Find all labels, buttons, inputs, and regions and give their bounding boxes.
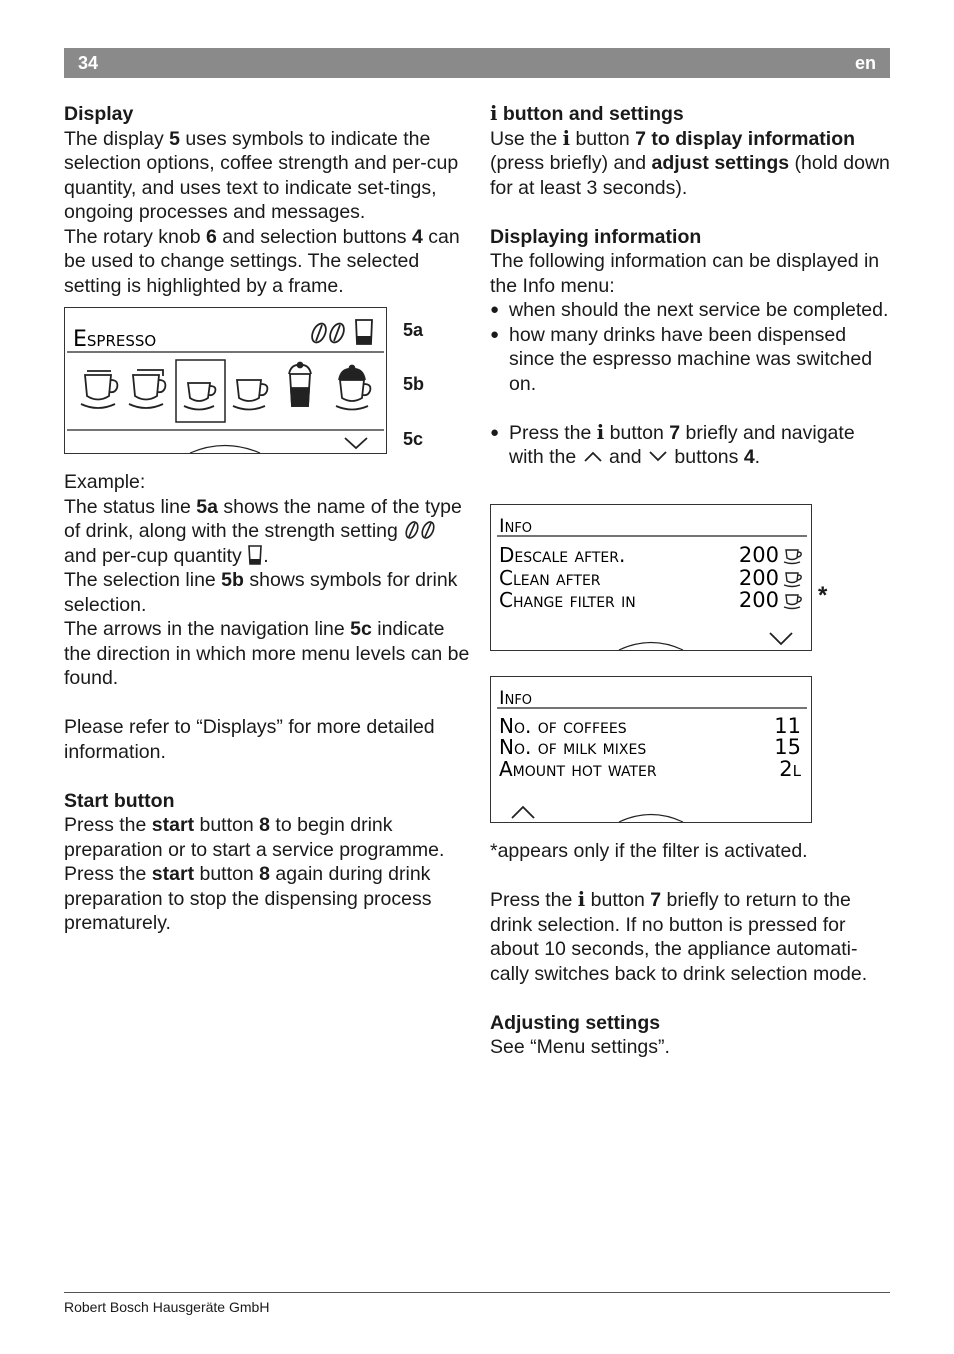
status-line-text: The status line 5a shows the name of the type of drink, along with the strength setting and per-cup quantity . bbox=[64, 495, 462, 567]
info-list bbox=[490, 298, 890, 396]
clean-value: 200 bbox=[738, 566, 779, 590]
i-button-icon: i bbox=[490, 102, 498, 125]
cup-icon bbox=[784, 595, 801, 609]
display-text: The display 5 uses symbols to indicate the selection options, coffee strength and per-cup quantity, and uses text to indicate set-tings, ongoing processes and messages. The rotary knob 6 and selection buttons 4 can be used to change settings. The selected setting is highlighted by a frame. bbox=[64, 127, 460, 297]
press-list bbox=[490, 421, 890, 470]
filter-label: Change filter in bbox=[499, 588, 636, 612]
selection-frame bbox=[176, 360, 225, 422]
info-section bbox=[490, 102, 890, 470]
cappuccino-icon bbox=[336, 366, 370, 410]
info-display-2 bbox=[490, 676, 812, 823]
double-coffee-icon bbox=[129, 370, 165, 408]
descale-value: 200 bbox=[738, 543, 779, 567]
refer-text: Please refer to “Displays” for more detailed information. bbox=[64, 716, 435, 763]
adjusting-text: See “Menu settings”. bbox=[490, 1036, 670, 1058]
chevron-up-icon bbox=[582, 449, 604, 463]
chevron-down-icon bbox=[647, 449, 669, 463]
cup-icon bbox=[784, 573, 801, 587]
return-section bbox=[490, 839, 890, 1060]
cup-icon bbox=[784, 550, 801, 564]
label-5c: 5c bbox=[403, 429, 424, 449]
footer-text: Robert Bosch Hausgeräte GmbH bbox=[64, 1299, 270, 1315]
hot-water-value: 2l bbox=[779, 757, 801, 781]
selection-line-text: The selection line 5b shows symbols for drink selection. bbox=[64, 569, 458, 616]
navigation-line-text: The arrows in the navigation line 5c indicate the direction in which more menu levels can be found. bbox=[64, 618, 470, 689]
filter-value: 200 bbox=[738, 588, 779, 612]
chevron-down-icon bbox=[770, 633, 792, 644]
chevron-down-icon bbox=[345, 438, 367, 448]
coffees-label: No. of coffees bbox=[499, 714, 627, 738]
start-text: Press the start button 8 to begin drink preparation or to start a service programme. Press the start button 8 again during drink preparation to stop the dispensing process prematurely. bbox=[64, 814, 445, 934]
label-5a: 5a bbox=[403, 320, 424, 340]
displaying-heading: Displaying information bbox=[490, 225, 702, 248]
list-item: ● how many drinks have been dispensed since the espresso machine was switched on. bbox=[490, 323, 890, 397]
displaying-text: The following information can be displayed in the Info menu: bbox=[490, 250, 880, 297]
chevron-up-icon bbox=[512, 807, 534, 818]
footnote: *appears only if the filter is activated. bbox=[490, 840, 808, 862]
cup-quantity-icon bbox=[356, 320, 372, 344]
screen-title: Espresso bbox=[73, 327, 157, 352]
hot-water-label: Amount hot water bbox=[499, 757, 657, 781]
display-heading: Display bbox=[64, 103, 134, 125]
adjusting-heading: Adjusting settings bbox=[490, 1011, 661, 1034]
latte-glass-icon bbox=[289, 363, 311, 407]
milk-mixes-label: No. of milk mixes bbox=[499, 735, 647, 759]
descale-label: Descale after. bbox=[499, 543, 626, 567]
espresso-cup-icon bbox=[184, 383, 215, 410]
filter-asterisk: * bbox=[818, 582, 828, 609]
list-item: ● when should the next service be completed. bbox=[490, 298, 890, 323]
example-label: Example: bbox=[64, 471, 146, 493]
knob-arc bbox=[190, 446, 260, 454]
coffees-value: 11 bbox=[774, 714, 801, 738]
page-header bbox=[64, 48, 890, 78]
display-section bbox=[64, 102, 474, 298]
use-text: Use the i button 7 to display information (press briefly) and adjust settings (hold down for at least 3 seconds). bbox=[490, 126, 890, 199]
language-code: en bbox=[854, 53, 876, 73]
example-section bbox=[64, 470, 474, 936]
milk-mixes-value: 15 bbox=[774, 735, 801, 759]
list-item: ● Press the i button 7 briefly and navigate with the and buttons 4. bbox=[490, 421, 890, 470]
coffee-cup-icon bbox=[81, 371, 117, 408]
info-title: Info bbox=[499, 515, 533, 537]
knob-arc bbox=[619, 815, 683, 823]
return-text: Press the i button 7 briefly to return to the drink selection. If no button is pressed for about 10 seconds, the appliance automati-cally switches back to drink selection mode. bbox=[490, 888, 868, 985]
footer-divider bbox=[64, 1292, 890, 1293]
i-button-icon: i bbox=[596, 420, 605, 444]
clean-label: Clean after bbox=[499, 566, 601, 590]
i-button-icon: i bbox=[562, 126, 571, 150]
info-title: Info bbox=[499, 687, 533, 709]
page-number: 34 bbox=[78, 53, 99, 73]
knob-arc bbox=[619, 643, 683, 651]
info-display-1 bbox=[490, 504, 812, 651]
cup-quantity-icon bbox=[247, 544, 263, 566]
tea-cup-icon bbox=[233, 380, 267, 410]
bean-icon bbox=[403, 520, 439, 540]
label-5b: 5b bbox=[403, 374, 425, 394]
i-button-icon: i bbox=[577, 888, 586, 911]
i-button-heading: i button and settings bbox=[490, 102, 684, 125]
bean-icon bbox=[309, 321, 346, 344]
espresso-display bbox=[64, 307, 387, 454]
start-heading: Start button bbox=[64, 789, 175, 812]
